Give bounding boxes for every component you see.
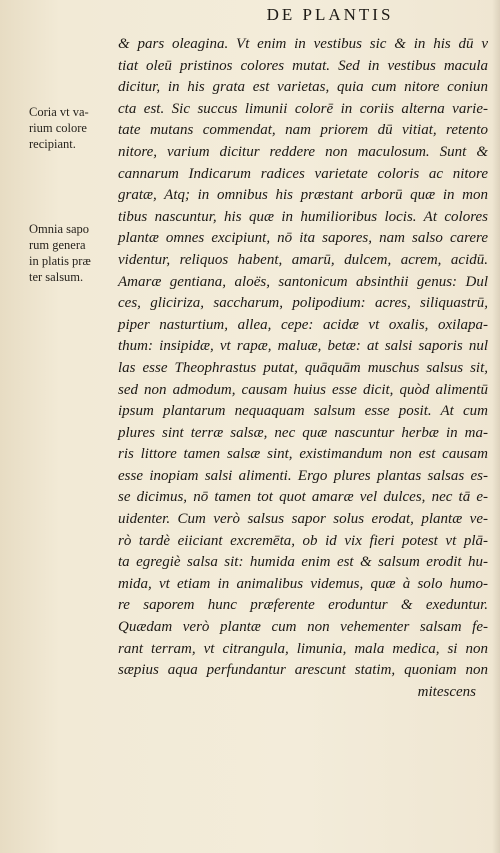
text-line: thum: insipidæ, vt rapæ, maluæ, betæ: at salsi saporis nul [118,338,488,355]
text-line: videntur, reliquos habent, amarū, dulcem, acrem, acidū. [118,251,488,268]
text-line: plures sint terræ salsæ, nec quæ nascuntur herbæ in ma- [118,424,488,441]
text-line: sed non admodum, causam huius esse dicit, quòd alimentū [118,381,488,398]
marginal-note-line: in platis præ [29,254,91,268]
text-line: rò tardè eiiciant excremēta, ob id vix fieri potest vt plā- [118,532,488,549]
text-line: cannarum Indicarum radices varietate coloris ac nitore [118,165,488,182]
text-line: ipsum plantarum nequaquam salsum esse posit. At cum [118,403,488,420]
text-line: sæpius aqua perfundantur arescunt statim, quoniam non [118,662,488,679]
marginal-note-1 [29,104,113,152]
text-line: plantæ omnes excipiunt, nō ita sapores, nam salso carere [118,230,488,247]
text-line: mida, vt etiam in animalibus videmus, quæ à solo humo- [118,575,488,592]
text-line: tibus nascuntur, his quæ in humilioribus locis. At colores [118,208,488,225]
marginal-note-line: Omnia sapo [29,222,90,236]
text-line: ris littore tamen salsæ sint, existimandum non est causam [118,446,488,463]
text-line: las esse Theophrastus putat, quāquām muschus salsus sit, [118,359,488,376]
marginal-note-line: ter salsum. [29,270,84,284]
text-line: piper nasturtium, allea, cepe: acidæ vt oxalis, oxilapa- [118,316,488,333]
page-edge-shadow [492,0,500,853]
text-line: ces, gliciriza, saccharum, polipodium: acres, siliquastrū, [118,295,488,312]
marginal-note-2 [29,221,113,285]
marginal-note-line: rum genera [29,238,86,252]
text-line: cta est. Sic succus limunii colorē in coriis alterna varie- [118,100,488,117]
text-line: gratæ, Atq; in omnibus his præstant arborū quæ in mon [118,187,488,204]
text-line: tate mutans commendat, nam priorem dū vitiat, retento [118,122,488,139]
text-line: tiat oleū pristinos colores mutat. Sed in vestibus macula [118,57,488,74]
text-line: se dicimus, nō tamen tot quot amaræ vel dulces, nec tā e- [118,489,488,506]
text-line: uidenter. Cum verò salsus sapor solus erodat, plantæ ve- [118,511,488,528]
text-line: re saporem hunc præferente eroduntur & exeduntur. [118,597,488,614]
text-line: ta egregiè salsa sit: humida enim est & salsum erodit hu- [118,554,488,571]
marginal-note-line: recipiant. [29,137,76,151]
text-line: Quædam verò plantæ cum non vehementer salsam fe- [118,619,488,636]
running-title: DE PLANTIS [266,5,394,24]
marginal-note-line: rium colore [29,121,87,135]
text-line: esse inopiam salsi alimenti. Ergo plures plantas salsas es- [118,467,488,484]
text-line: rant terram, vt citrangula, limunia, mala medica, si non [118,640,488,657]
marginal-note-line: Coria vt va- [29,105,89,119]
text-line: nitore, varium dicitur reddere non maculosum. Sunt & [118,143,488,160]
text-line: & pars oleagina. Vt enim in vestibus sic & in his dū v [118,36,488,52]
text-line: Amaræ gentiana, aloës, santonicum absinthii genus: Dul [118,273,488,290]
text-line: dicitur, in his grata est varietas, quia cum nitore coniun [118,79,488,96]
catchword: mitescens [417,683,476,700]
main-text-block [118,34,488,703]
